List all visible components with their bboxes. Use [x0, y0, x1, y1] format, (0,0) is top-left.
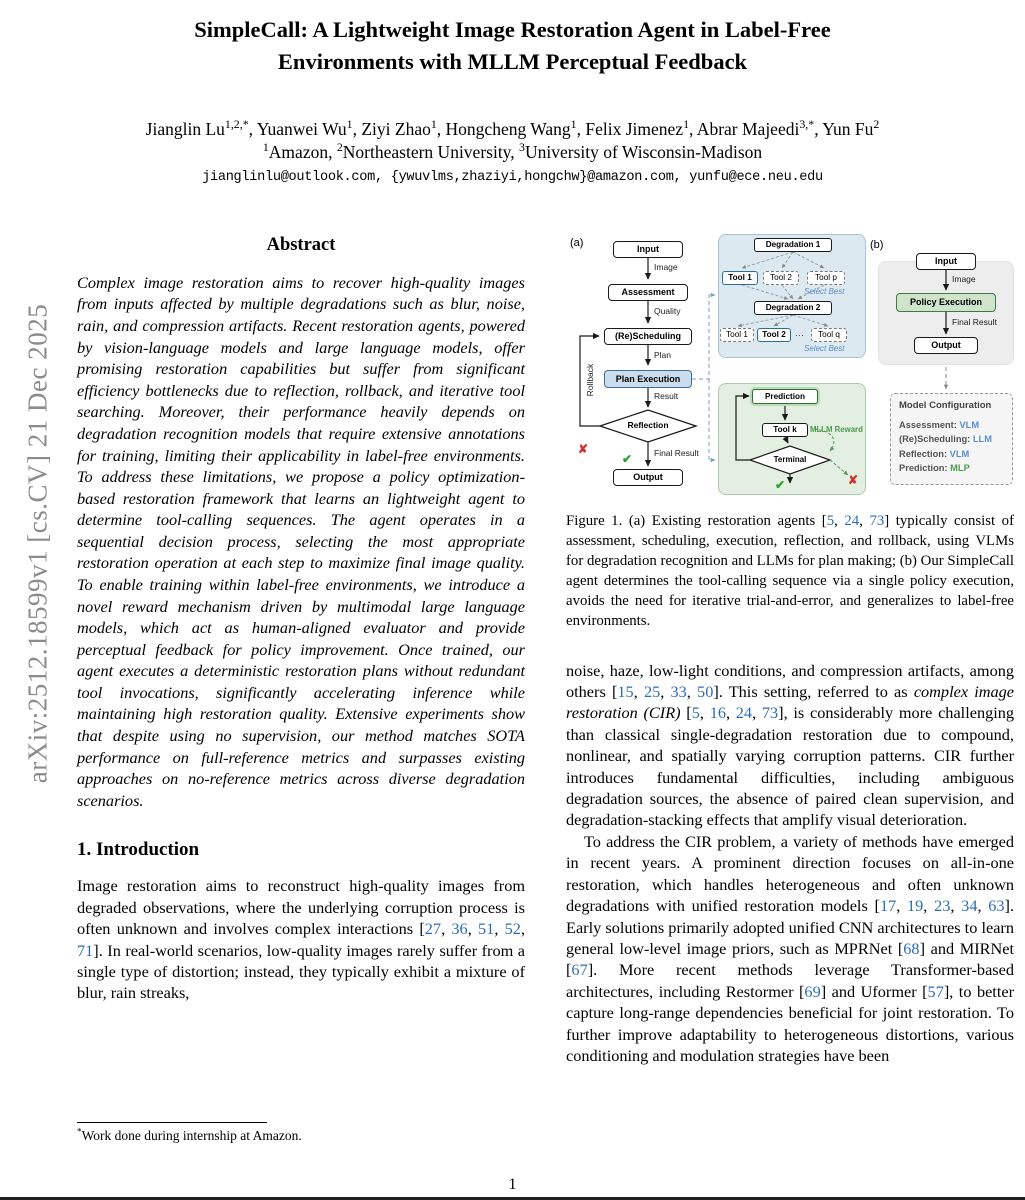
text-run: ,	[896, 896, 908, 916]
text-run: Work done during internship at Amazon.	[81, 1128, 302, 1143]
text-run: ,	[923, 896, 935, 916]
superscript: 3	[519, 140, 525, 155]
ellipsis-tools: ···	[795, 329, 804, 340]
config-value-mlp: MLP	[950, 463, 970, 474]
abstract-heading: Abstract	[266, 234, 336, 255]
text-run: , Abrar Majeedi	[689, 118, 800, 139]
citation-link[interactable]: 16	[709, 703, 726, 723]
affiliation-line	[0, 142, 1025, 163]
superscript: *	[77, 1126, 82, 1137]
edge-label-image-a: Image	[654, 261, 678, 272]
citation-link[interactable]: 34	[961, 896, 978, 916]
edge-label-image-b: Image	[952, 273, 976, 284]
superscript: 1	[346, 117, 353, 132]
superscript: 1	[683, 117, 690, 132]
citation-link[interactable]: 24	[844, 512, 860, 529]
text-run: , Hongcheng Wang	[436, 118, 571, 139]
config-row-rescheduling	[899, 432, 1004, 446]
citation-link[interactable]: 63	[988, 896, 1005, 916]
text-run: ,	[859, 512, 870, 529]
email-line: jianglinlu@outlook.com, {ywuvlms,zhaziyi,hongchw}@amazon.com, yunfu@ece.neu.edu	[202, 169, 823, 185]
edge-label-final-result-a: Final Result	[654, 447, 699, 458]
citation-link[interactable]: 57	[927, 981, 944, 1001]
title-line-1: SimpleCall: A Lightweight Image Restoration Agent in Label-Free	[194, 17, 831, 42]
citation-link[interactable]: 52	[504, 919, 521, 939]
node-assessment: Assessment	[608, 284, 688, 301]
cross-mark-rollback: ✘	[578, 441, 589, 456]
node-output-a: Output	[613, 469, 683, 486]
citation-link[interactable]: 68	[903, 939, 920, 959]
node-input-a: Input	[613, 241, 683, 258]
italic-phrase: complex image restoration (CIR)	[566, 681, 1015, 723]
citation-link[interactable]: 73	[869, 512, 885, 529]
rollback-label: Rollback	[585, 363, 595, 397]
edge-label-result: Result	[654, 390, 679, 401]
panel-b-label: (b)	[870, 238, 884, 251]
config-value-vlm2: VLM	[949, 448, 970, 459]
text-run: ,	[520, 919, 526, 939]
superscript: 2	[873, 117, 880, 132]
section-heading-introduction: 1. Introduction	[77, 839, 200, 861]
text-run: Northeastern University,	[342, 141, 520, 162]
config-key: (Re)Scheduling:	[899, 434, 971, 445]
text-run: Amazon,	[268, 141, 337, 162]
left-column	[77, 231, 525, 1067]
node-tool-k: Tool k	[762, 423, 808, 437]
check-mark-terminal: ✔	[775, 477, 786, 492]
text-run: , Felix Jimenez	[576, 118, 684, 139]
text-run: ,	[950, 896, 962, 916]
node-policy-execution: Policy Execution	[896, 293, 996, 312]
text-run: ], to better capture long-range dependencies beneficial for joint restoration. To further improve adaptability to heterogeneous distortions, various conditioning and modulation strategies have been	[566, 981, 1015, 1066]
arxiv-banner: arXiv:2512.18599v1 [cs.CV] 21 Dec 2025	[22, 303, 53, 784]
text-run: ,	[686, 681, 698, 701]
model-configuration-box	[890, 393, 1013, 485]
figure-caption	[566, 511, 1014, 632]
citation-link[interactable]: 51	[478, 919, 495, 939]
superscript: 3,*	[799, 117, 815, 132]
text-run: ]. This setting, referred to as	[713, 681, 914, 701]
text-run: ]. Early solutions primarily adopted unified CNN architectures to learn general low-level image priors, such as MPRNet [	[566, 896, 1015, 959]
citation-link[interactable]: 33	[670, 681, 687, 701]
citation-link[interactable]: 19	[907, 896, 924, 916]
text-run: ,	[977, 896, 989, 916]
author-line	[0, 119, 1025, 140]
right-column	[566, 231, 1014, 1067]
text-run: Figure 1. (a) Existing restoration agents [	[566, 512, 827, 529]
citation-link[interactable]: 23	[934, 896, 951, 916]
paper-header	[0, 0, 1025, 185]
text-run: University of Wisconsin-Madison	[525, 141, 763, 162]
config-key: Assessment:	[899, 419, 957, 430]
abstract-text: Complex image restoration aims to recover high-quality images from inputs affected by multiple degradations such as blur, noise, rain, and compression artifacts. Recent restoration agents, powered by vision-language models and large language models, offer promising restoration capabilities but suffer from significant efficiency bottlenecks due to reflection, rollback, and iterative tool searching. Moreover, their performance heavily depends on degradation recognition models that require extensive annotations for training, limiting their applicability in label-free environments. To address these limitations, we propose a policy optimization-based restoration framework that learns an lightweight agent to determine tool-calling sequences. The agent operates in a sequential decision process, selecting the most appropriate restoration operation at each step to maximize final image quality. To enable training within label-free environments, we introduce a novel reward mechanism driven by multimodal large language models, which act as human-aligned evaluator and provide perceptual feedback for policy improvement. Once trained, our agent executes a deterministic restoration plans without redundant tool invocations, significantly accelerating inference while maintaining high restoration quality. Extensive experiments show that despite using no supervision, our method matches SOTA performance on full-reference metrics and surpasses existing approaches on no-reference metrics across diverse degradation scenarios.	[77, 272, 525, 810]
node-toolq-row2: Tool q	[811, 328, 847, 342]
superscript: 1	[430, 117, 437, 132]
superscript: 2	[336, 140, 343, 155]
edge-label-final-result-b: Final Result	[952, 316, 997, 327]
text-run: ] and Uformer [	[820, 981, 928, 1001]
node-tool2-row1: Tool 2	[763, 271, 799, 285]
cross-mark-terminal: ✘	[848, 472, 859, 487]
citation-link[interactable]: 5	[826, 512, 835, 529]
node-tool1-row1: Tool 1	[722, 271, 758, 285]
node-tool2-row2: Tool 2	[757, 328, 791, 342]
text-run: ]. More recent methods leverage Transformer-based architectures, including Restormer [	[566, 960, 1014, 1001]
text-run: [	[680, 703, 692, 723]
text-run: ,	[752, 703, 762, 723]
config-value-llm: LLM	[972, 434, 992, 445]
text-run: Image restoration aims to reconstruct high-quality images from degraded observations, where the underlying corruption process is often unknown and involves complex interactions [	[77, 876, 525, 939]
check-mark-pass: ✔	[622, 451, 633, 466]
config-value-vlm: VLM	[959, 419, 980, 430]
text-run: ,	[494, 919, 505, 939]
model-configuration-title: Model Configuration	[899, 399, 992, 411]
select-best-label-1: Select Best	[804, 286, 845, 296]
footnote	[77, 1122, 525, 1144]
superscript: 1	[262, 140, 269, 155]
text-run: ,	[467, 919, 479, 939]
text-run: , Yuanwei Wu	[248, 118, 347, 139]
intro-paragraph	[77, 875, 525, 1004]
page-number: 1	[508, 1176, 517, 1193]
edge-label-plan: Plan	[654, 349, 672, 360]
citation-link[interactable]: 71	[77, 940, 94, 960]
panel-a-label: (a)	[570, 236, 584, 249]
node-prediction: Prediction	[752, 389, 818, 404]
text-run: noise, haze, low-light conditions, and compression artifacts, among others [	[566, 660, 1014, 701]
text-run: ,	[633, 681, 644, 701]
citation-link[interactable]: 73	[761, 703, 779, 723]
citation-link[interactable]: 5	[691, 703, 700, 723]
title-line-2: Environments with MLLM Perceptual Feedback	[277, 48, 748, 74]
footnote-rule	[77, 1122, 267, 1123]
select-best-label-2: Select Best	[804, 343, 845, 353]
node-input-b: Input	[916, 253, 976, 270]
text-run: ,	[699, 703, 710, 723]
text-run: ], is considerably more challenging than classical single-degradation restoration due to compound, nonlinear, and spatially varying corruption patterns. CIR further introduces fundamental difficulties, including ambiguous degradation sources, the absence of paired clean supervision, and degradation-stacking effects that amplify visual deterioration.	[566, 703, 1015, 830]
node-reflection: Reflection	[627, 419, 669, 430]
text-run: ]. In real-world scenarios, low-quality images rarely suffer from a single type of distortion; instead, they typically exhibit a mixture of blur, rain streaks,	[77, 940, 525, 1003]
node-toolp-row1: Tool p	[807, 271, 845, 285]
node-tool1-row2: Tool 1	[720, 328, 754, 342]
node-plan-execution: Plan Execution	[604, 370, 692, 388]
text-run: ,	[725, 703, 736, 723]
citation-link[interactable]: 27	[424, 919, 442, 939]
two-column-body	[77, 231, 1025, 1067]
text-run: ,	[834, 512, 845, 529]
text-run: ,	[660, 681, 671, 701]
citation-link[interactable]: 24	[735, 703, 753, 723]
citation-link[interactable]: 17	[879, 896, 897, 916]
citation-link[interactable]: 67	[571, 960, 588, 980]
config-key: Prediction:	[899, 463, 948, 474]
superscript: 1,2,*	[224, 117, 249, 132]
citation-link[interactable]: 50	[697, 681, 714, 701]
text-run: Jianglin Lu	[145, 118, 225, 139]
citation-link[interactable]: 36	[451, 919, 468, 939]
figure-1	[566, 231, 1014, 501]
footnote-text	[77, 1128, 302, 1143]
node-output-b: Output	[914, 337, 978, 354]
text-run: , Ziyi Zhao	[352, 118, 431, 139]
node-terminal: Terminal	[773, 454, 807, 464]
citation-link[interactable]: 15	[617, 681, 634, 701]
superscript: 1	[570, 117, 577, 132]
text-run: , Yun Fu	[814, 118, 874, 139]
config-key: Reflection:	[899, 448, 948, 459]
text-run: ] typically consist of assessment, scheduling, execution, reflection, and rollback, using VLMs for degradation recognition and LLMs for plan making; (b) Our SimpleCall agent determines the tool-calling sequence via a single policy execution, avoids the need for iterative trial-and-error, and generalizes to label-free environments.	[566, 512, 1014, 630]
node-rescheduling: (Re)Scheduling	[604, 328, 692, 345]
paper-title	[0, 14, 1025, 78]
citation-link[interactable]: 69	[804, 981, 821, 1001]
node-degradation-2: Degradation 2	[754, 301, 832, 315]
body-paragraph-2	[566, 831, 1014, 1067]
config-row-reflection	[899, 447, 1004, 461]
citation-link[interactable]: 25	[643, 681, 661, 701]
edge-label-quality: Quality	[654, 305, 681, 316]
text-run: To address the CIR problem, a variety of methods have emerged in recent years. A prominent direction focuses on all-in-one restoration, which handles heterogeneous and often unknown degradations with unified restoration models [	[566, 831, 1014, 916]
node-degradation-1: Degradation 1	[754, 238, 832, 252]
body-paragraph-1	[566, 660, 1014, 831]
text-run: ,	[441, 919, 452, 939]
config-row-assessment	[899, 418, 1004, 432]
config-row-prediction	[899, 461, 1004, 475]
text-run: ] and MIRNet [	[566, 939, 1014, 980]
mllm-reward-label: MLLM Reward	[810, 424, 863, 434]
